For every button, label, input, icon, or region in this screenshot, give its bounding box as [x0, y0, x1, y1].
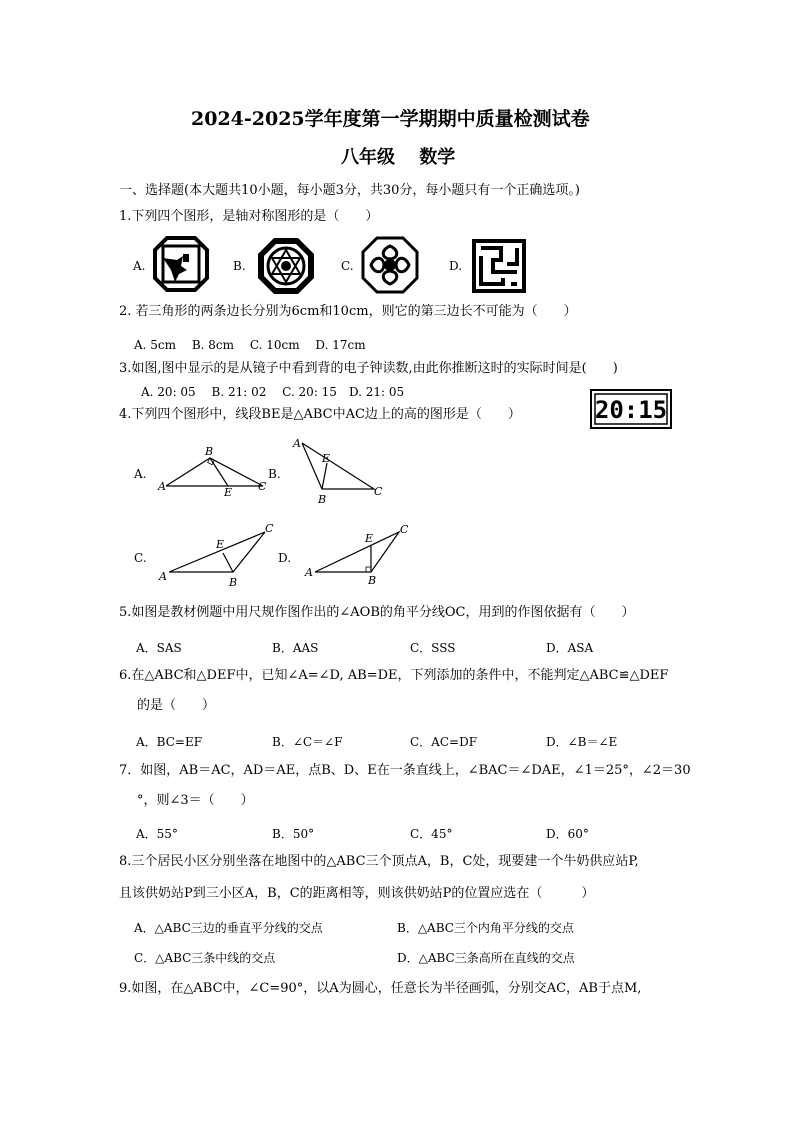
- q1-stem: 1.下列四个图形，是轴对称图形的是（ ）: [119, 209, 379, 224]
- q1-option-b: B.: [233, 259, 246, 273]
- q3-clock-text: 20:15: [594, 396, 668, 424]
- section-heading: 一、选择题(本大题共10小题，每小题3分，共30分，每小题只有一个正确选项。): [119, 183, 580, 198]
- q1-figure-b: [256, 236, 316, 296]
- q7-option-d: D．60°: [546, 827, 589, 841]
- q4-option-b: B.: [268, 467, 281, 481]
- q4b-label-b: B: [318, 493, 327, 506]
- q8-option-b: B．△ABC三个内角平分线的交点: [397, 921, 574, 935]
- q2-options: A. 5cm B. 8cm C. 10cm D. 17cm: [134, 338, 366, 352]
- q4a-label-a: A: [158, 480, 166, 493]
- q8-stem-continued: 且该供奶站P到三小区A，B，C的距离相等，则该供奶站P的位置应选在（ ）: [119, 886, 595, 901]
- q1-option-d: D.: [449, 259, 463, 273]
- q1-figure-d: [471, 238, 527, 294]
- q3-options: A. 20: 05 B. 21: 02 C. 20: 15 D. 21: 05: [141, 385, 405, 399]
- q4-figure-d: [303, 520, 421, 586]
- q3-stem: 3.如图,图中显示的是从镜子中看到背的电子钟读数,由此你推断这时的实际时间是( ): [119, 361, 618, 376]
- q8-option-a: A．△ABC三边的垂直平分线的交点: [134, 921, 323, 935]
- q5-option-b: B．AAS: [272, 641, 319, 655]
- q4-stem: 4.下列四个图形中，线段BE是△ABC中AC边上的高的图形是（ ）: [119, 407, 521, 422]
- q4-option-d: D.: [278, 551, 292, 565]
- q8-option-c: C．△ABC三条中线的交点: [134, 951, 276, 965]
- q3-clock-figure: [590, 389, 672, 429]
- page-subtitle: 八年级 数学: [341, 147, 456, 168]
- q8-stem: 8.三个居民小区分别坐落在地图中的△ABC三个顶点A，B，C处，现要建一个牛奶供应站P,: [119, 854, 639, 869]
- q4a-label-b: B: [205, 445, 214, 458]
- q5-option-d: D．ASA: [546, 641, 594, 655]
- q6-option-c: C．AC=DF: [410, 735, 478, 749]
- q4a-label-e: E: [224, 486, 233, 499]
- q6-option-d: D．∠B＝∠E: [546, 735, 618, 749]
- q4b-label-c: C: [374, 485, 383, 498]
- q6-stem: 6.在△ABC和△DEF中，已知∠A=∠D, AB=DE，下列添加的条件中，不能判定△ABC≌△DEF: [119, 668, 669, 683]
- q4b-label-e: E: [322, 452, 331, 465]
- q5-option-a: A．SAS: [136, 641, 182, 655]
- q8-option-d: D．△ABC三条高所在直线的交点: [397, 951, 575, 965]
- q2-stem: 2. 若三角形的两条边长分别为6cm和10cm，则它的第三边长不可能为（ ）: [119, 304, 577, 319]
- q7-option-c: C．45°: [410, 827, 453, 841]
- q4-figure-b: [290, 437, 390, 507]
- q6-stem-continued: 的是（ ）: [137, 698, 216, 713]
- q6-option-a: A．BC=EF: [136, 735, 203, 749]
- q5-option-c: C．SSS: [410, 641, 456, 655]
- q4c-label-b: B: [229, 576, 238, 589]
- q4d-label-b: B: [368, 574, 377, 587]
- q4-figure-c: [157, 520, 282, 588]
- q1-figure-a: [153, 236, 209, 292]
- q9-stem: 9.如图，在△ABC中，∠C=90°，以A为圆心，任意长为半径画弧，分别交AC，AB于点M,: [119, 981, 642, 996]
- q4c-label-c: C: [265, 522, 274, 535]
- q4d-label-c: C: [400, 523, 409, 536]
- q4c-label-e: E: [216, 538, 225, 551]
- q4b-label-a: A: [293, 437, 301, 450]
- q4a-label-c: C: [258, 480, 267, 493]
- q7-option-b: B．50°: [272, 827, 315, 841]
- q4c-label-a: A: [159, 570, 167, 583]
- q4d-label-e: E: [365, 532, 374, 545]
- page-title: 2024-2025学年度第一学期期中质量检测试卷: [191, 108, 590, 130]
- q1-option-a: A.: [133, 259, 146, 273]
- q4-figure-a: [158, 446, 278, 498]
- q7-stem-continued: °，则∠3＝（ ）: [137, 793, 254, 808]
- q1-option-c: C.: [341, 259, 354, 273]
- q7-stem: 7．如图，AB＝AC，AD＝AE，点B、D、E在一条直线上，∠BAC＝∠DAE，∠1＝25°，∠2＝30: [119, 763, 691, 778]
- q7-option-a: A．55°: [136, 827, 178, 841]
- q4d-label-a: A: [305, 566, 313, 579]
- q1-figure-c: [361, 236, 419, 294]
- q4-option-c: C.: [134, 551, 147, 565]
- q5-stem: 5.如图是教材例题中用尺规作图作出的∠AOB的角平分线OC，用到的作图依据有（ ）: [119, 605, 635, 620]
- q4-option-a: A.: [134, 467, 147, 481]
- q6-option-b: B．∠C＝∠F: [272, 735, 343, 749]
